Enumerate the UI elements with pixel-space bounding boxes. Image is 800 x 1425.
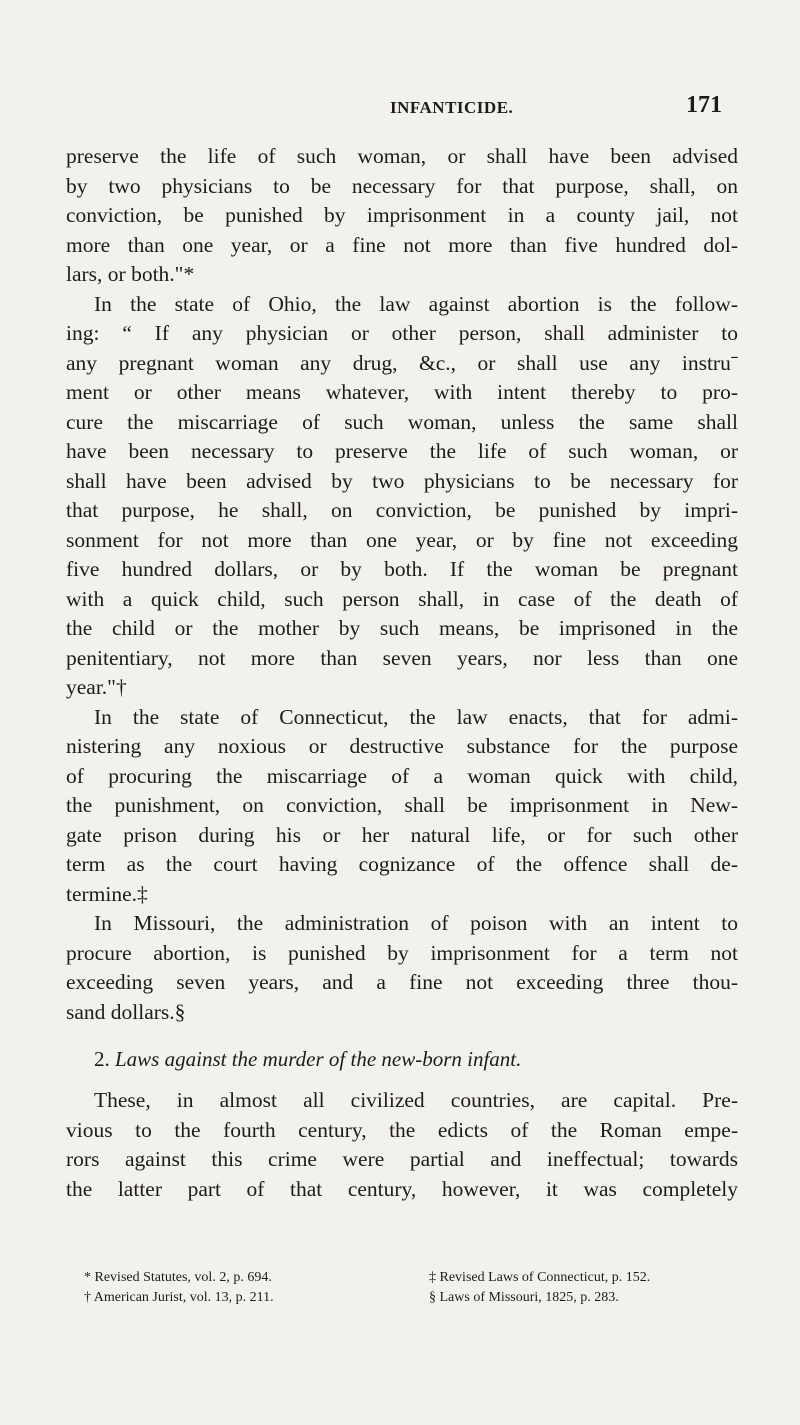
text-line: procure abortion, is punished by imprisonment for a term not (66, 940, 738, 965)
page-number: 171 (686, 92, 722, 118)
footnote: § Laws of Missouri, 1825, p. 283. (429, 1290, 619, 1305)
text-line: sand dollars.§ (66, 999, 186, 1024)
text-line: ing: “ If any physician or other person, shall administer to (66, 321, 738, 345)
paragraph (66, 703, 738, 910)
text-line: exceeding seven years, and a fine not exceeding three thou- (66, 970, 738, 994)
text-line: gate prison during his or her natural life, or for such other (66, 822, 738, 847)
text-line: vious to the fourth century, the edicts of the Roman empe- (66, 1117, 738, 1142)
text-line: rors against this crime were partial and ineffectual; towards (66, 1147, 738, 1171)
text-line: sonment for not more than one year, or by fine not exceeding (66, 527, 738, 552)
text-line: the child or the mother by such means, be imprisoned in the (66, 616, 738, 640)
footnote-row (84, 1268, 744, 1288)
text-line: by two physicians to be necessary for that purpose, shall, on (66, 173, 738, 198)
body-text (66, 142, 738, 1204)
section-heading (66, 1045, 738, 1074)
text-line: have been necessary to preserve the life of such woman, or (66, 439, 738, 463)
text-line: conviction, be punished by imprisonment in a county jail, not (66, 203, 738, 227)
text-line: of procuring the miscarriage of a woman quick with child, (66, 763, 738, 788)
footnote: † American Jurist, vol. 13, p. 211. (84, 1290, 274, 1305)
text-line: cure the miscarriage of such woman, unless the same shall (66, 409, 738, 434)
section-title: Laws against the murder of the new-born infant. (115, 1047, 522, 1071)
paragraph (66, 290, 738, 703)
text-line: These, in almost all civilized countries, are capital. Pre- (94, 1088, 738, 1112)
paragraphs (66, 142, 738, 1027)
paragraph (66, 142, 738, 290)
text-line: In Missouri, the administration of poison with an intent to (94, 911, 738, 935)
text-line: five hundred dollars, or by both. If the woman be pregnant (66, 557, 738, 581)
text-line: that purpose, he shall, on conviction, be punished by impri- (66, 498, 738, 522)
text-line: year."† (66, 675, 127, 699)
text-line: with a quick child, such person shall, in case of the death of (66, 586, 738, 611)
text-line: termine.‡ (66, 881, 148, 906)
text-line: the punishment, on conviction, shall be imprisonment in New- (66, 793, 738, 817)
text-line: ment or other means whatever, with intent thereby to pro- (66, 380, 738, 404)
text-line: penitentiary, not more than seven years, nor less than one (66, 645, 738, 670)
text-line: preserve the life of such woman, or shall have been advised (66, 144, 738, 168)
text-line: any pregnant woman any drug, &c., or shall use any instruˉ (66, 350, 738, 375)
text-line: more than one year, or a fine not more than five hundred dol- (66, 232, 738, 257)
text-line: term as the court having cognizance of the offence shall de- (66, 852, 738, 876)
text-line: In the state of Connecticut, the law enacts, that for admi- (94, 704, 738, 729)
footnote: * Revised Statutes, vol. 2, p. 694. (84, 1270, 272, 1285)
paragraph (66, 909, 738, 1027)
footnote: ‡ Revised Laws of Connecticut, p. 152. (429, 1270, 651, 1285)
section-number: 2. (94, 1047, 110, 1071)
page-header (68, 92, 748, 128)
text-line: lars, or both."* (66, 262, 195, 286)
text-line: In the state of Ohio, the law against abortion is the follow- (94, 291, 738, 316)
text-line: the latter part of that century, however, it was completely (66, 1176, 738, 1201)
running-title: INFANTICIDE. (390, 98, 514, 117)
text-line: shall have been advised by two physicians to be necessary for (66, 468, 738, 493)
footnotes (84, 1268, 744, 1308)
text-line: nistering any noxious or destructive substance for the purpose (66, 734, 738, 758)
section-paragraph (66, 1086, 738, 1204)
footnote-row (84, 1288, 744, 1308)
